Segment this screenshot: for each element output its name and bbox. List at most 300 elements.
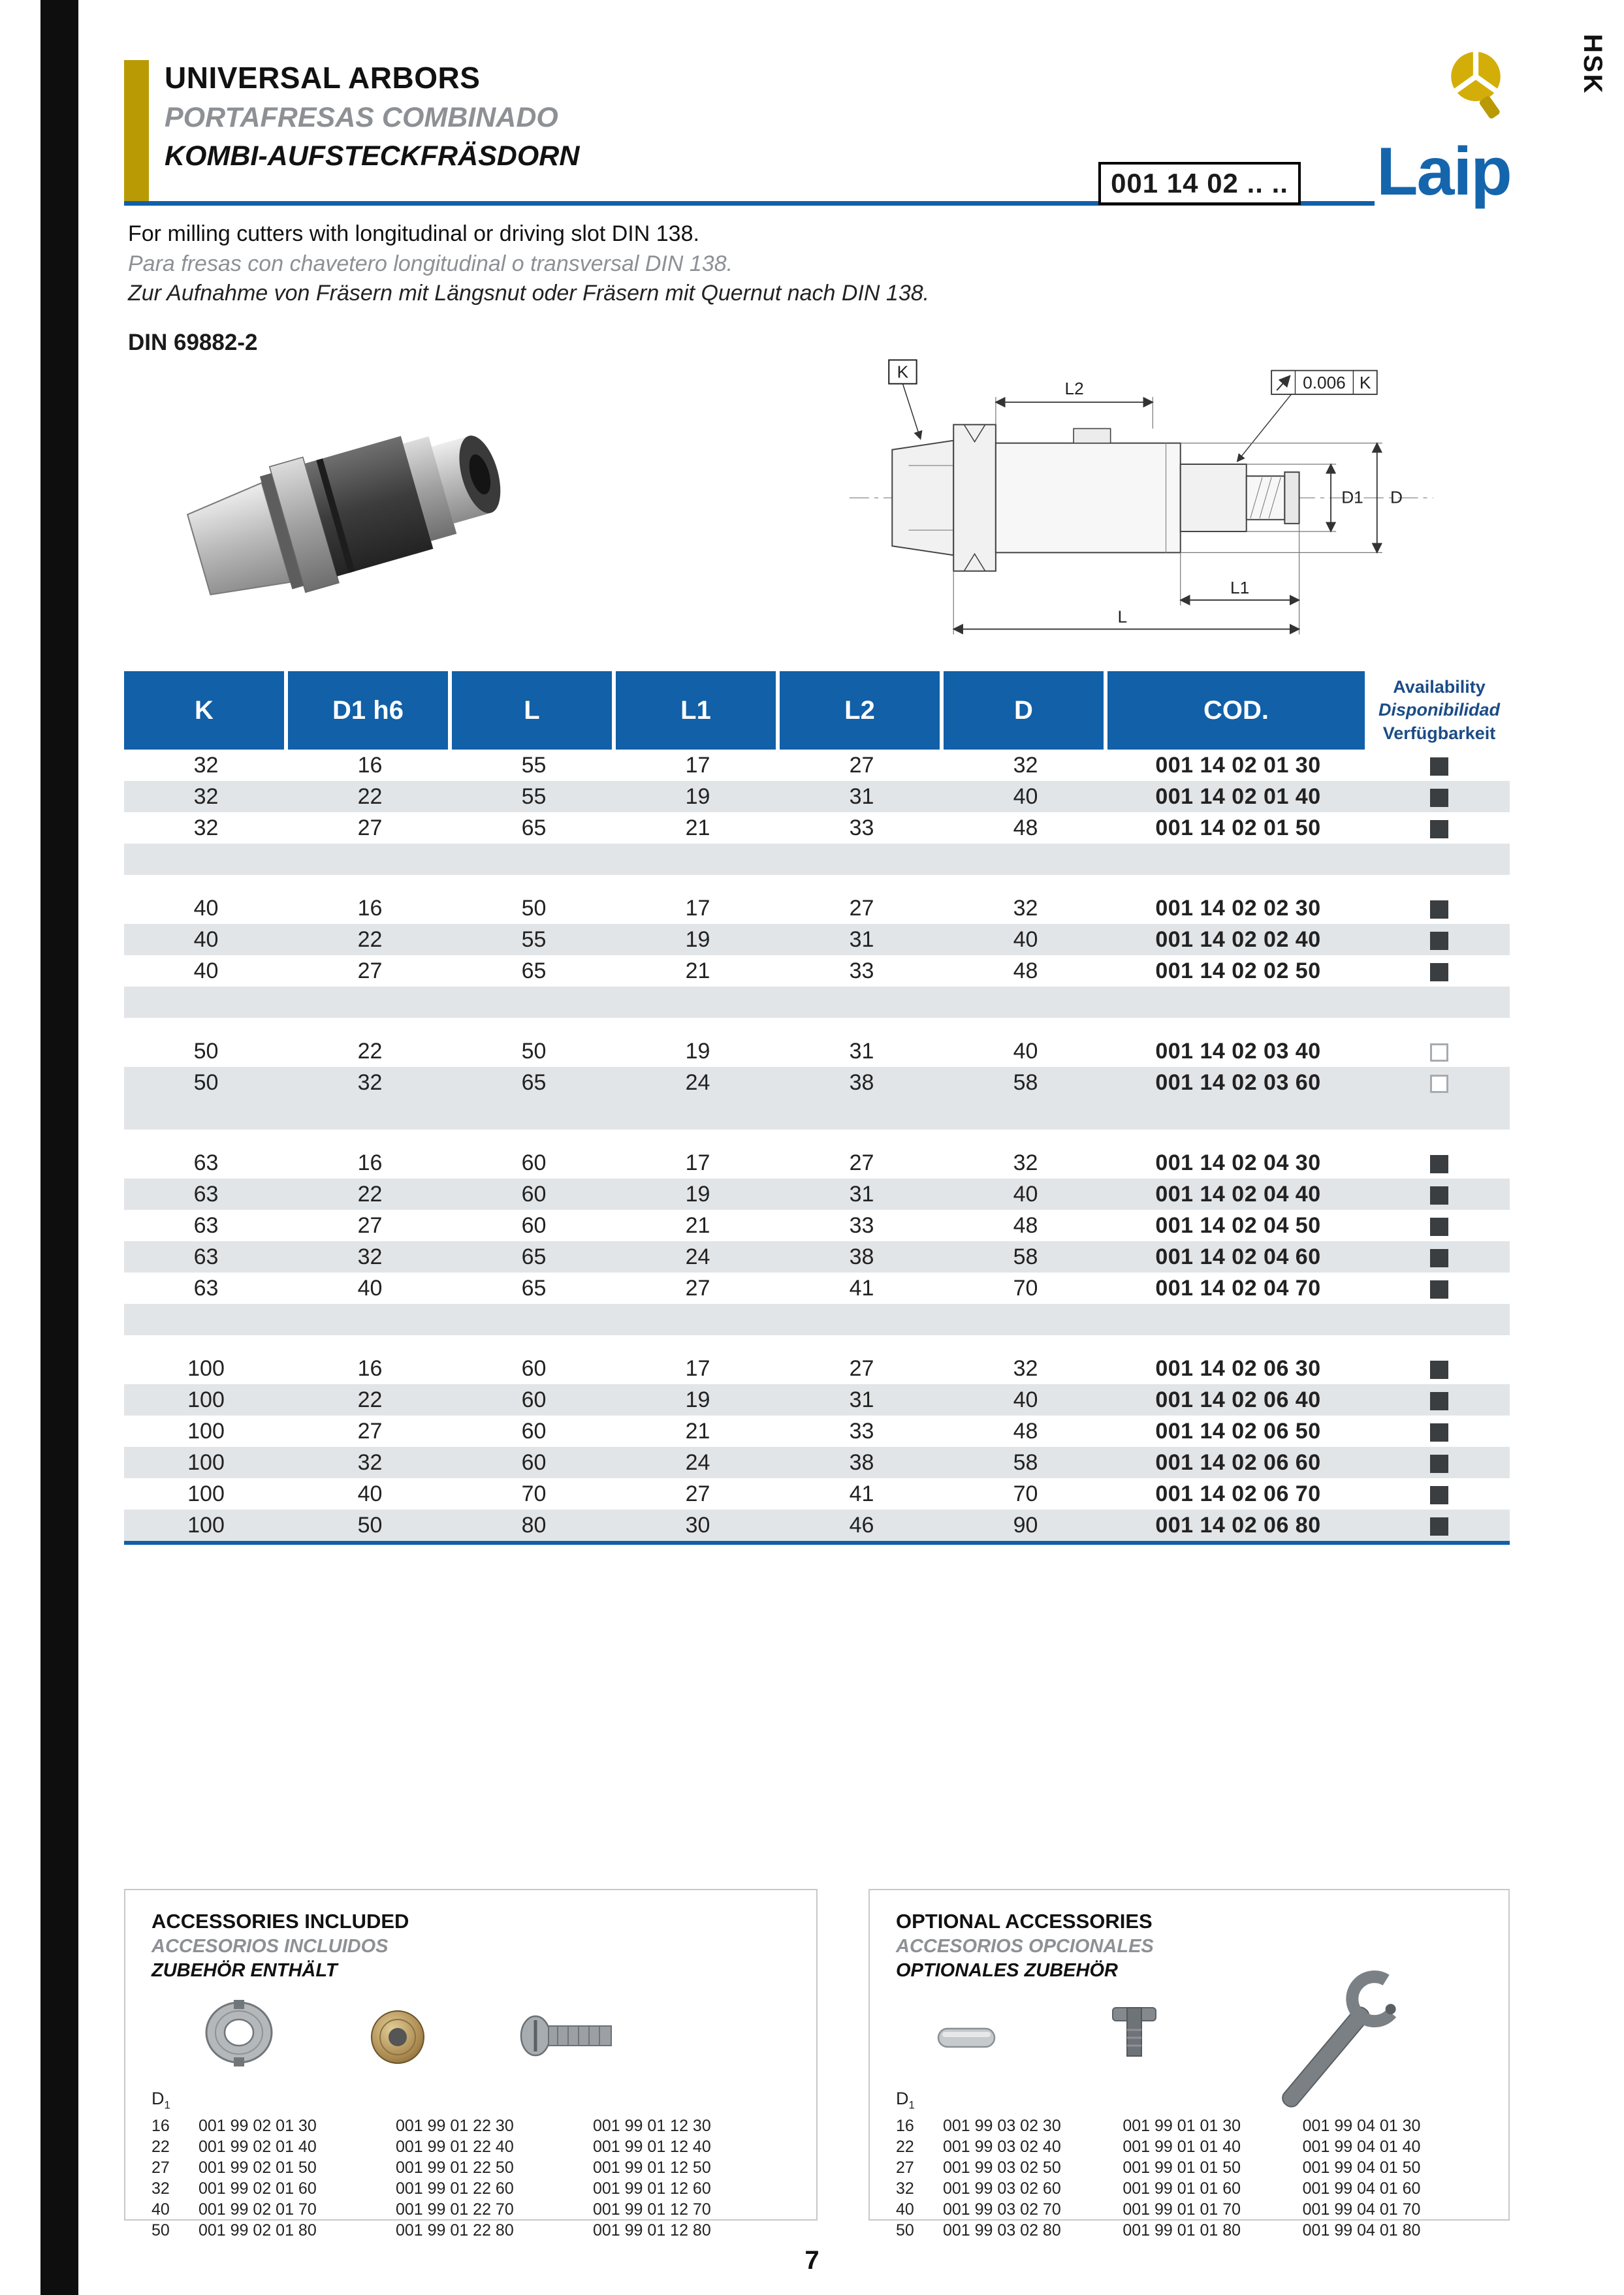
gap-cell bbox=[124, 1130, 1510, 1147]
drive-flange-icon bbox=[197, 1995, 282, 2073]
drawing-label-l: L bbox=[1117, 607, 1128, 627]
cell-availability bbox=[1369, 1036, 1510, 1067]
cell-k: 40 bbox=[193, 895, 219, 921]
drawing-label-d: D bbox=[1390, 487, 1403, 507]
cell-d: 90 bbox=[944, 1510, 1107, 1541]
cell-cod: 001 14 02 04 40 bbox=[1107, 1179, 1369, 1210]
accessory-code: 001 99 04 01 80 bbox=[1302, 2221, 1421, 2240]
cell-availability bbox=[1369, 1147, 1510, 1179]
cell-d1: 32 bbox=[288, 1067, 452, 1098]
spacer-cell bbox=[124, 1098, 1510, 1130]
accessory-code: 001 99 02 01 70 bbox=[199, 2200, 317, 2219]
cell-availability bbox=[1369, 1353, 1510, 1384]
gap-cell bbox=[124, 1335, 1510, 1353]
spec-row bbox=[124, 1416, 1510, 1447]
availability-label-en: Availability bbox=[1393, 677, 1486, 697]
cell-d: 40 bbox=[944, 1179, 1107, 1210]
accessories-included-title-es: ACCESORIOS INCLUIDOS bbox=[151, 1936, 389, 1957]
cell-k: 100 bbox=[124, 1447, 288, 1478]
accessory-code: 001 99 04 01 30 bbox=[1302, 2116, 1421, 2135]
availability-filled-square bbox=[1430, 789, 1448, 807]
drawing-label-k: K bbox=[897, 362, 909, 382]
cell-cod: 001 14 02 03 40 bbox=[1155, 1038, 1321, 1064]
cell-k: 63 bbox=[124, 1179, 288, 1210]
cell-l1: 21 bbox=[685, 1212, 710, 1238]
cell-l1: 24 bbox=[616, 1447, 780, 1478]
cell-l2: 41 bbox=[849, 1481, 874, 1506]
cell-l1: 27 bbox=[685, 1275, 710, 1301]
page-title-es: PORTAFRESAS COMBINADO bbox=[165, 102, 558, 133]
accessory-code: 001 99 01 01 70 bbox=[1122, 2200, 1241, 2219]
cell-l: 70 bbox=[521, 1481, 547, 1506]
cell-l: 55 bbox=[521, 752, 547, 778]
cell-availability bbox=[1369, 1273, 1510, 1304]
col-header-l2: L2 bbox=[780, 671, 944, 750]
accessory-row bbox=[151, 2199, 790, 2220]
accessory-code: 001 99 01 22 40 bbox=[396, 2137, 514, 2156]
accessory-d1: 22 bbox=[896, 2137, 914, 2156]
cell-availability bbox=[1369, 1384, 1510, 1416]
group-gap bbox=[124, 875, 1510, 893]
cell-l: 60 bbox=[452, 1384, 616, 1416]
optional-d1-label: $D_1$ bbox=[896, 2089, 915, 2112]
cell-l1: 19 bbox=[616, 1179, 780, 1210]
description-de: Zur Aufnahme von Fräsern mit Längsnut oder Fräsern mit Quernut nach DIN 138. bbox=[128, 281, 930, 306]
cell-d1: 27 bbox=[357, 1212, 383, 1238]
spec-row bbox=[124, 1210, 1510, 1241]
accessory-d1: 32 bbox=[896, 2179, 914, 2198]
accessory-row bbox=[896, 2178, 1482, 2199]
page-title-de: KOMBI-AUFSTECKFRÄSDORN bbox=[165, 140, 580, 172]
cell-d1: 32 bbox=[288, 1241, 452, 1273]
accessory-code: 001 99 01 12 50 bbox=[593, 2158, 711, 2177]
accessory-code: 001 99 04 01 70 bbox=[1302, 2200, 1421, 2219]
gap-cell bbox=[124, 875, 1510, 893]
cell-k: 100 bbox=[124, 1384, 288, 1416]
accessories-included-icons bbox=[151, 1987, 790, 2085]
cell-k: 100 bbox=[187, 1418, 225, 1444]
cell-k: 63 bbox=[124, 1241, 288, 1273]
cell-d1: 22 bbox=[288, 924, 452, 955]
cell-d1: 22 bbox=[288, 1179, 452, 1210]
cell-k: 63 bbox=[193, 1212, 219, 1238]
cell-d: 48 bbox=[1013, 958, 1038, 983]
col-header-availability bbox=[1369, 671, 1510, 750]
cell-l2: 31 bbox=[780, 781, 944, 812]
accessory-d1: 32 bbox=[151, 2179, 170, 2198]
accessory-code: 001 99 03 02 40 bbox=[943, 2137, 1061, 2156]
cell-availability bbox=[1369, 924, 1510, 955]
col-header-cod: COD. bbox=[1107, 671, 1369, 750]
cell-cod: 001 14 02 01 40 bbox=[1107, 781, 1369, 812]
accessory-code: 001 99 04 01 50 bbox=[1302, 2158, 1421, 2177]
clamping-screw-icon bbox=[1098, 2001, 1170, 2073]
cell-l1: 24 bbox=[616, 1241, 780, 1273]
accessory-code: 001 99 02 01 80 bbox=[199, 2221, 317, 2240]
spec-row bbox=[124, 1447, 1510, 1478]
accessory-d1: 16 bbox=[151, 2116, 170, 2135]
left-margin-bar bbox=[40, 0, 78, 2295]
cell-cod: 001 14 02 06 40 bbox=[1107, 1384, 1369, 1416]
col-header-d1h6: D1 h6 bbox=[288, 671, 452, 750]
cell-l2: 33 bbox=[849, 815, 874, 840]
spacer-cell bbox=[124, 987, 1510, 1018]
cell-l2: 31 bbox=[780, 1179, 944, 1210]
accessory-code: 001 99 03 02 60 bbox=[943, 2179, 1061, 2198]
availability-filled-square bbox=[1430, 1218, 1448, 1236]
cell-d1: 22 bbox=[357, 1038, 383, 1064]
accessory-code: 001 99 01 12 60 bbox=[593, 2179, 711, 2198]
cell-l2: 33 bbox=[849, 1212, 874, 1238]
optional-accessories-icons bbox=[896, 1987, 1482, 2085]
cell-cod: 001 14 02 06 50 bbox=[1155, 1418, 1321, 1444]
cell-d1: 50 bbox=[288, 1510, 452, 1541]
cell-l: 60 bbox=[521, 1212, 547, 1238]
cell-l: 60 bbox=[452, 1447, 616, 1478]
availability-filled-square bbox=[1430, 1155, 1448, 1173]
cell-availability bbox=[1369, 781, 1510, 812]
cell-k: 40 bbox=[124, 924, 288, 955]
cell-l: 55 bbox=[452, 924, 616, 955]
cell-k: 100 bbox=[124, 1510, 288, 1541]
cell-k: 63 bbox=[193, 1150, 219, 1175]
optional-accessories-table bbox=[896, 2115, 1482, 2241]
cell-availability bbox=[1369, 1510, 1510, 1541]
spec-row bbox=[124, 924, 1510, 955]
description-es: Para fresas con chavetero longitudinal o transversal DIN 138. bbox=[128, 251, 733, 276]
availability-filled-square bbox=[1430, 1280, 1448, 1299]
accessory-code: 001 99 01 12 70 bbox=[593, 2200, 711, 2219]
accessory-code: 001 99 01 12 30 bbox=[593, 2116, 711, 2135]
cell-d: 58 bbox=[944, 1447, 1107, 1478]
spec-row bbox=[124, 812, 1510, 844]
cell-l1: 24 bbox=[616, 1067, 780, 1098]
accessory-code: 001 99 04 01 60 bbox=[1302, 2179, 1421, 2198]
accessory-code: 001 99 01 22 60 bbox=[396, 2179, 514, 2198]
cell-availability bbox=[1369, 955, 1510, 987]
cell-d: 40 bbox=[944, 1384, 1107, 1416]
availability-label-es: Disponibilidad bbox=[1378, 700, 1500, 720]
cell-cod: 001 14 02 04 60 bbox=[1107, 1241, 1369, 1273]
cell-cod: 001 14 02 01 50 bbox=[1155, 815, 1321, 840]
cell-d: 32 bbox=[1013, 752, 1038, 778]
included-d1-label: $D_1$ bbox=[151, 2089, 170, 2112]
cell-l: 60 bbox=[521, 1355, 547, 1381]
cell-d: 40 bbox=[1013, 1038, 1038, 1064]
accessory-code: 001 99 01 01 30 bbox=[1122, 2116, 1241, 2135]
cell-l2: 41 bbox=[849, 1275, 874, 1301]
cell-availability bbox=[1369, 1447, 1510, 1478]
cell-k: 40 bbox=[193, 958, 219, 983]
cell-k: 50 bbox=[193, 1038, 219, 1064]
cell-l: 55 bbox=[452, 781, 616, 812]
cell-l: 60 bbox=[521, 1418, 547, 1444]
cell-d1: 27 bbox=[357, 1418, 383, 1444]
accessory-row bbox=[151, 2157, 790, 2178]
cell-cod: 001 14 02 04 50 bbox=[1155, 1212, 1321, 1238]
spacer-cell bbox=[124, 844, 1510, 875]
cell-l1: 17 bbox=[685, 895, 710, 921]
cell-l2: 27 bbox=[849, 1150, 874, 1175]
group-spacer bbox=[124, 844, 1510, 875]
cell-l: 65 bbox=[452, 1241, 616, 1273]
cell-k: 32 bbox=[124, 781, 288, 812]
group-gap bbox=[124, 1018, 1510, 1036]
accessory-code: 001 99 02 01 40 bbox=[199, 2137, 317, 2156]
spec-row bbox=[124, 1036, 1510, 1067]
cell-l: 80 bbox=[452, 1510, 616, 1541]
cell-l2: 38 bbox=[780, 1241, 944, 1273]
cell-l2: 31 bbox=[849, 1038, 874, 1064]
accessory-d1: 50 bbox=[151, 2221, 170, 2240]
brand-logo bbox=[1377, 46, 1533, 210]
availability-filled-square bbox=[1430, 963, 1448, 981]
group-spacer bbox=[124, 1098, 1510, 1130]
washer-icon bbox=[367, 2006, 429, 2068]
cell-k: 100 bbox=[187, 1481, 225, 1506]
hook-wrench-icon bbox=[1262, 1964, 1471, 2114]
group-gap bbox=[124, 1130, 1510, 1147]
cell-l1: 17 bbox=[685, 752, 710, 778]
accessory-d1: 50 bbox=[896, 2221, 914, 2240]
accessory-code: 001 99 01 12 80 bbox=[593, 2221, 711, 2240]
optional-accessories-title-es: ACCESORIOS OPCIONALES bbox=[896, 1936, 1154, 1957]
cell-l1: 21 bbox=[685, 815, 710, 840]
cell-l2: 33 bbox=[849, 958, 874, 983]
cell-l1: 17 bbox=[685, 1355, 710, 1381]
description-block bbox=[128, 219, 929, 309]
cell-d1: 27 bbox=[357, 815, 383, 840]
cell-d: 58 bbox=[944, 1241, 1107, 1273]
accessories-included-title: ACCESSORIES INCLUDED bbox=[151, 1910, 409, 1933]
cell-l1: 19 bbox=[685, 1038, 710, 1064]
spec-row bbox=[124, 1179, 1510, 1210]
availability-filled-square bbox=[1430, 1486, 1448, 1504]
spec-row bbox=[124, 1273, 1510, 1304]
accessory-d1: 40 bbox=[151, 2200, 170, 2219]
accessory-row bbox=[151, 2136, 790, 2157]
cell-l2: 38 bbox=[780, 1447, 944, 1478]
spec-table-header-row bbox=[124, 671, 1510, 750]
drawing-label-l2: L2 bbox=[1064, 378, 1084, 398]
cell-d: 48 bbox=[1013, 1418, 1038, 1444]
cell-d1: 16 bbox=[357, 1150, 383, 1175]
cell-l1: 27 bbox=[685, 1481, 710, 1506]
group-gap bbox=[124, 1335, 1510, 1353]
feather-key-icon bbox=[932, 2018, 1004, 2057]
accessory-code: 001 99 01 01 60 bbox=[1122, 2179, 1241, 2198]
cell-d: 40 bbox=[944, 924, 1107, 955]
spec-row bbox=[124, 781, 1510, 812]
availability-empty-square bbox=[1430, 1075, 1448, 1093]
cell-l1: 19 bbox=[616, 1384, 780, 1416]
cell-availability bbox=[1369, 812, 1510, 844]
cell-l1: 30 bbox=[616, 1510, 780, 1541]
spec-row bbox=[124, 1067, 1510, 1098]
cell-k: 32 bbox=[193, 752, 219, 778]
accessory-code: 001 99 02 01 50 bbox=[199, 2158, 317, 2177]
availability-filled-square bbox=[1430, 1361, 1448, 1379]
accessory-row bbox=[151, 2178, 790, 2199]
cell-l: 65 bbox=[452, 1067, 616, 1098]
cell-d1: 16 bbox=[357, 752, 383, 778]
cell-d1: 22 bbox=[288, 781, 452, 812]
cell-availability bbox=[1369, 1210, 1510, 1241]
col-header-d: D bbox=[944, 671, 1107, 750]
accessory-code: 001 99 01 22 30 bbox=[396, 2116, 514, 2135]
spec-row bbox=[124, 1241, 1510, 1273]
accessory-row bbox=[896, 2220, 1482, 2241]
group-spacer bbox=[124, 1304, 1510, 1335]
cell-l1: 17 bbox=[685, 1150, 710, 1175]
laip-emblem-icon bbox=[1437, 46, 1515, 123]
accessory-row bbox=[896, 2136, 1482, 2157]
cell-d1: 22 bbox=[288, 1384, 452, 1416]
series-code-box: 001 14 02 .. .. bbox=[1098, 162, 1301, 205]
cell-l2: 31 bbox=[780, 1384, 944, 1416]
cell-k: 50 bbox=[124, 1067, 288, 1098]
availability-filled-square bbox=[1430, 820, 1448, 838]
product-photo bbox=[150, 356, 529, 669]
spec-row bbox=[124, 1384, 1510, 1416]
accessory-d1: 27 bbox=[896, 2158, 914, 2177]
cell-cod: 001 14 02 06 70 bbox=[1155, 1481, 1321, 1506]
cell-d: 32 bbox=[1013, 895, 1038, 921]
spec-row bbox=[124, 893, 1510, 924]
technical-drawing bbox=[810, 336, 1456, 659]
accessory-code: 001 99 02 01 60 bbox=[199, 2179, 317, 2198]
drawing-label-l1: L1 bbox=[1230, 577, 1250, 597]
availability-filled-square bbox=[1430, 757, 1448, 776]
cell-l: 50 bbox=[521, 895, 547, 921]
cell-cod: 001 14 02 01 30 bbox=[1155, 752, 1321, 778]
accessory-row bbox=[896, 2115, 1482, 2136]
cell-d: 32 bbox=[1013, 1355, 1038, 1381]
page-title: UNIVERSAL ARBORS bbox=[165, 61, 481, 95]
cell-availability bbox=[1369, 1416, 1510, 1447]
cell-availability bbox=[1369, 750, 1510, 781]
cell-l: 60 bbox=[452, 1179, 616, 1210]
cell-cod: 001 14 02 02 30 bbox=[1155, 895, 1321, 921]
availability-label-de: Verfügbarkeit bbox=[1382, 723, 1496, 743]
accessory-d1: 16 bbox=[896, 2116, 914, 2135]
col-header-l1: L1 bbox=[616, 671, 780, 750]
accessory-code: 001 99 01 01 50 bbox=[1122, 2158, 1241, 2177]
availability-filled-square bbox=[1430, 1423, 1448, 1442]
accessory-row bbox=[151, 2220, 790, 2241]
spec-table bbox=[124, 671, 1510, 1545]
group-spacer bbox=[124, 987, 1510, 1018]
cell-l2: 38 bbox=[780, 1067, 944, 1098]
cell-k: 32 bbox=[193, 815, 219, 840]
optional-accessories-title-de: OPTIONALES ZUBEHÖR bbox=[896, 1960, 1118, 1981]
cell-d1: 40 bbox=[357, 1275, 383, 1301]
cell-d1: 32 bbox=[288, 1447, 452, 1478]
cell-d: 48 bbox=[1013, 815, 1038, 840]
accessory-row bbox=[151, 2115, 790, 2136]
accessory-code: 001 99 03 02 70 bbox=[943, 2200, 1061, 2219]
runout-value: 0.006 bbox=[1303, 372, 1346, 392]
title-accent-bar bbox=[124, 60, 149, 205]
accessory-code: 001 99 02 01 30 bbox=[199, 2116, 317, 2135]
cell-l2: 27 bbox=[849, 1355, 874, 1381]
brand-logo-text: Laip bbox=[1377, 134, 1511, 210]
cell-cod: 001 14 02 06 30 bbox=[1155, 1355, 1321, 1381]
hsk-side-tab: HSK bbox=[1578, 34, 1607, 95]
cell-availability bbox=[1369, 893, 1510, 924]
availability-filled-square bbox=[1430, 900, 1448, 919]
optional-accessories-box bbox=[868, 1889, 1510, 2240]
spec-row bbox=[124, 1353, 1510, 1384]
accessory-code: 001 99 03 02 30 bbox=[943, 2116, 1061, 2135]
accessory-code: 001 99 01 12 40 bbox=[593, 2137, 711, 2156]
accessories-included-box bbox=[124, 1889, 818, 2240]
page-number: 7 bbox=[804, 2246, 820, 2275]
cell-l1: 19 bbox=[616, 781, 780, 812]
cell-cod: 001 14 02 06 60 bbox=[1107, 1447, 1369, 1478]
cell-d: 40 bbox=[944, 781, 1107, 812]
cell-availability bbox=[1369, 1478, 1510, 1510]
cell-d: 70 bbox=[1013, 1481, 1038, 1506]
cell-l: 60 bbox=[521, 1150, 547, 1175]
accessories-included-title-de: ZUBEHÖR ENTHÄLT bbox=[151, 1960, 338, 1981]
cell-k: 63 bbox=[193, 1275, 219, 1301]
cell-cod: 001 14 02 06 80 bbox=[1107, 1510, 1369, 1541]
cell-d: 32 bbox=[1013, 1150, 1038, 1175]
availability-empty-square bbox=[1430, 1043, 1448, 1062]
cell-cod: 001 14 02 04 70 bbox=[1155, 1275, 1321, 1301]
cell-cod: 001 14 02 02 40 bbox=[1107, 924, 1369, 955]
title-block bbox=[165, 60, 579, 172]
cell-l: 65 bbox=[521, 815, 547, 840]
accessory-code: 001 99 01 01 40 bbox=[1122, 2137, 1241, 2156]
col-header-k: K bbox=[124, 671, 288, 750]
availability-filled-square bbox=[1430, 1249, 1448, 1267]
cell-d1: 40 bbox=[357, 1481, 383, 1506]
accessory-code: 001 99 03 02 50 bbox=[943, 2158, 1061, 2177]
cell-cod: 001 14 02 02 50 bbox=[1155, 958, 1321, 983]
cell-l1: 21 bbox=[685, 958, 710, 983]
cell-availability bbox=[1369, 1067, 1510, 1098]
spec-row bbox=[124, 1478, 1510, 1510]
accessory-d1: 40 bbox=[896, 2200, 914, 2219]
cell-cod: 001 14 02 03 60 bbox=[1107, 1067, 1369, 1098]
cell-l: 65 bbox=[521, 1275, 547, 1301]
accessory-code: 001 99 01 22 80 bbox=[396, 2221, 514, 2240]
optional-accessories-title: OPTIONAL ACCESSORIES bbox=[896, 1910, 1153, 1933]
accessory-d1: 27 bbox=[151, 2158, 170, 2177]
spec-row bbox=[124, 1510, 1510, 1541]
drawing-label-d1: D1 bbox=[1341, 487, 1363, 507]
availability-filled-square bbox=[1430, 1517, 1448, 1536]
cell-d: 58 bbox=[944, 1067, 1107, 1098]
accessory-d1: 22 bbox=[151, 2137, 170, 2156]
cell-availability bbox=[1369, 1241, 1510, 1273]
accessory-code: 001 99 04 01 40 bbox=[1302, 2137, 1421, 2156]
spec-row bbox=[124, 1147, 1510, 1179]
spec-row bbox=[124, 750, 1510, 781]
cell-l2: 33 bbox=[849, 1418, 874, 1444]
gap-cell bbox=[124, 1018, 1510, 1036]
availability-filled-square bbox=[1430, 932, 1448, 950]
accessory-row bbox=[896, 2199, 1482, 2220]
accessories-included-table bbox=[151, 2115, 790, 2241]
spec-row bbox=[124, 955, 1510, 987]
cell-d: 48 bbox=[1013, 1212, 1038, 1238]
cell-l2: 27 bbox=[849, 752, 874, 778]
screw-icon bbox=[517, 2010, 628, 2062]
availability-filled-square bbox=[1430, 1186, 1448, 1205]
